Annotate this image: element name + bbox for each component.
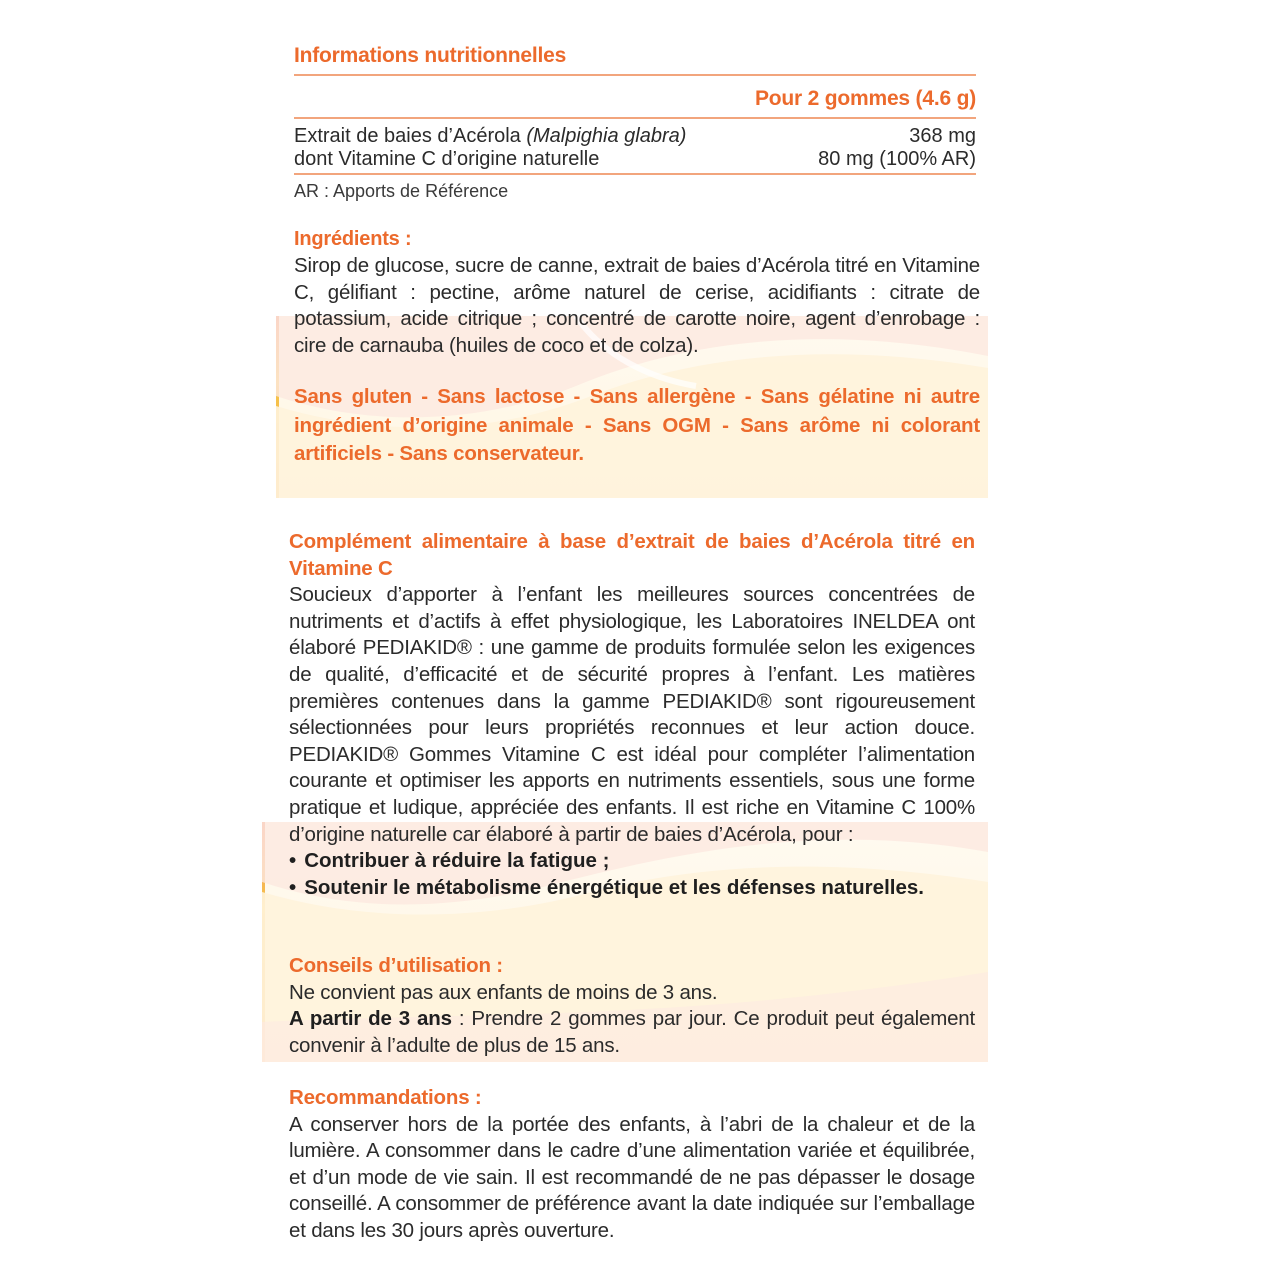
usage-line-2 <box>289 1006 975 1059</box>
recommendations-title: Recommandations : <box>289 1086 482 1109</box>
nutrition-row-value: 80 mg (100% AR) <box>818 148 976 170</box>
recommendations-section <box>289 1085 975 1245</box>
latin-name: (Malpighia glabra) <box>526 125 687 147</box>
complement-section <box>289 529 975 901</box>
free-from-claims: Sans gluten - Sans lactose - Sans allergène - Sans gélatine ni autre ingrédient d’origine animale - Sans OGM - Sans arôme ni colorant artificiels - Sans conservateur. <box>294 385 980 465</box>
usage-section <box>289 953 975 1059</box>
nutrition-row-label <box>294 125 686 148</box>
nutrient-name: Extrait de baies d’Acérola <box>294 125 527 147</box>
usage-dosage-text: : Prendre 2 gommes par jour. Ce produit peut également convenir à l’adulte de plus de 15 ans. <box>289 1007 975 1057</box>
benefit-item <box>289 848 975 875</box>
nutrition-rows <box>294 119 976 175</box>
ingredients-title: Ingrédients : <box>294 228 412 250</box>
ingredients-section <box>294 225 980 359</box>
benefits-list <box>289 848 975 901</box>
usage-age-label: A partir de 3 ans <box>289 1007 452 1031</box>
nutrition-table <box>294 42 976 203</box>
nutrition-row-value: 368 mg <box>909 125 976 147</box>
recommendations-text: A conserver hors de la portée des enfants, à l’abri de la chaleur et de la lumière. A consommer dans le cadre d’une alimentation variée et équilibrée, et d’un mode de vie sain. Il est recommandé de ne pas dépasser le dosage conseillé. A consommer de préférence avant la date indiquée sur l’emballage et dans les 30 jours après ouverture. <box>289 1112 975 1242</box>
complement-text: Soucieux d’apporter à l’enfant les meilleures sources concentrées de nutriments et d’actifs à effet physiologique, les Laboratoires INELDEA ont élaboré PEDIAKID® : une gamme de produits formulée selon les exigences de qualité, d’efficacité et de sécurité propres à l’enfant. Les matières premières contenues dans la gamme PEDIAKID® sont rigoureusement sélectionnées pour leurs propriétés reconnues et leur action douce. PEDIAKID® Gommes Vitamine C est idéal pour compléter l’alimentation courante et optimiser les apports en nutriments essentiels, sous une forme pratique et ludique, appréciée des enfants. Il est riche en Vitamine C 100% d’origine naturelle car élaboré à partir de baies d’Acérola, pour : <box>289 583 975 846</box>
usage-line-1: Ne convient pas aux enfants de moins de 3 ans. <box>289 980 718 1004</box>
nutrition-row <box>294 125 976 148</box>
nutrition-column-header: Pour 2 gommes (4.6 g) <box>294 76 976 119</box>
nutrition-row <box>294 148 976 171</box>
benefit-text: Soutenir le métabolisme énergétique et les défenses naturelles. <box>304 875 924 899</box>
usage-title: Conseils d’utilisation : <box>289 954 503 977</box>
nutrition-row-label: dont Vitamine C d’origine naturelle <box>294 148 600 170</box>
nutrition-title: Informations nutritionnelles <box>294 42 976 76</box>
nutrition-footnote: AR : Apports de Référence <box>294 181 509 201</box>
benefit-item <box>289 875 975 902</box>
bullet-icon: • <box>289 849 297 873</box>
ingredients-text: Sirop de glucose, sucre de canne, extrait de baies d’Acérola titré en Vitamine C, gélifiant : pectine, arôme naturel de cerise, acidifiants : citrate de potassium, acide citrique ; concentré de carotte noire, agent d’enrobage : cire de carnauba (huiles de coco et de colza). <box>294 254 980 357</box>
benefit-text: Contribuer à réduire la fatigue ; <box>304 849 610 873</box>
bullet-icon: • <box>289 875 297 899</box>
complement-title: Complément alimentaire à base d’extrait de baies d’Acérola titré en Vitamine C <box>289 530 975 580</box>
